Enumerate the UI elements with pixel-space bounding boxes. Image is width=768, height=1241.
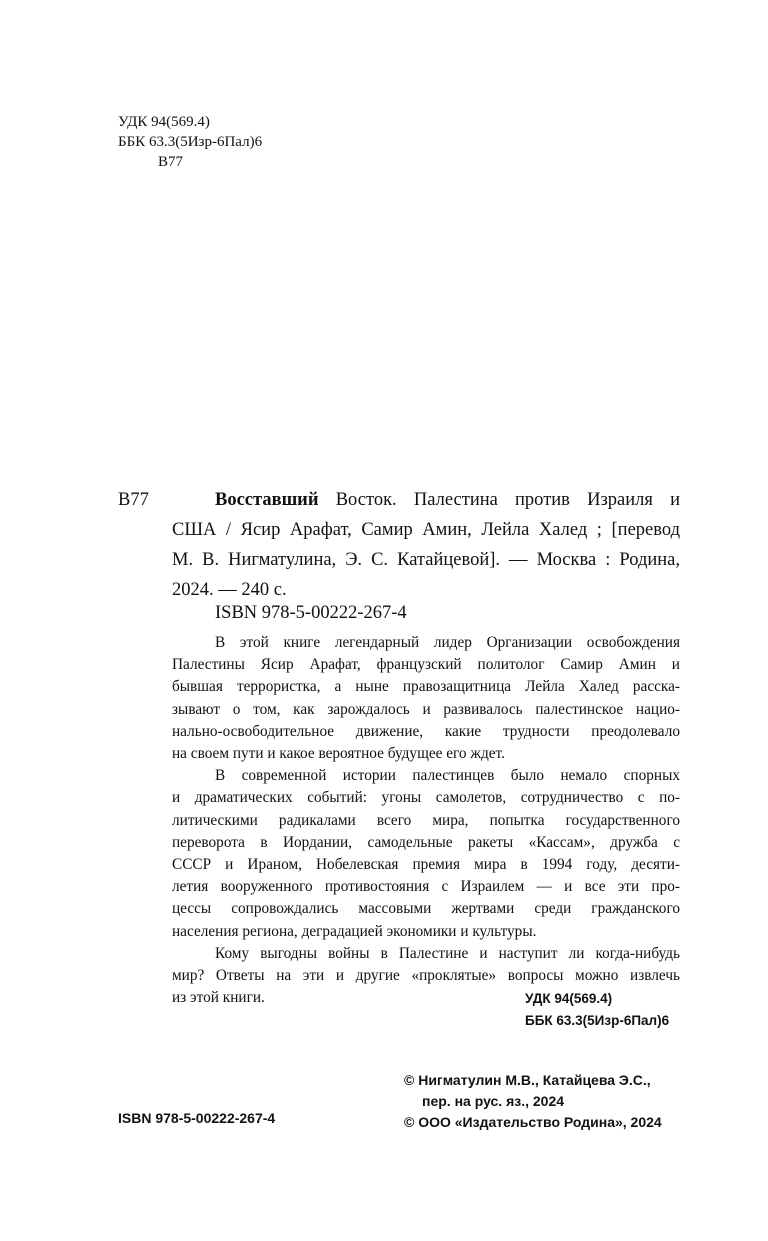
top-classification-codes xyxy=(118,112,262,172)
annotation-line: литическими радикалами всего мира, попытка государственного xyxy=(172,811,680,829)
annotation-line: цессы сопровождались массовыми жертвами среди гражданского xyxy=(172,900,680,918)
annotation-line: населения региона, деградацией экономики и культуры. xyxy=(172,922,537,940)
book-title: Восставший xyxy=(215,490,319,510)
annotation-line: и драматических событий: угоны самолетов, сотрудничество с по- xyxy=(172,789,680,807)
annotation-line: Палестины Ясир Арафат, французский политолог Самир Амин и xyxy=(172,656,680,674)
entry-isbn: ISBN 978-5-00222-267-4 xyxy=(215,603,407,623)
bbk-code: ББК 63.3(5Изр-6Пал)6 xyxy=(118,134,263,150)
entry-author-mark: В77 xyxy=(118,490,149,510)
annotation-line: летия вооруженного противостояния с Израилем — и все эти про- xyxy=(172,878,680,896)
copyright-translation-note: пер. на рус. яз., 2024 xyxy=(422,1093,565,1109)
annotation-line: СССР и Ираном, Нобелевская премия мира в 1994 году, десяти- xyxy=(172,856,680,874)
annotation-line: бывшая террористка, а ныне правозащитница Лейла Халед расска- xyxy=(172,678,680,696)
annotation-line: на своем пути и какое вероятное будущее его ждет. xyxy=(172,745,505,763)
annotation xyxy=(172,632,680,1009)
bottom-udk-code: УДК 94(569.4) xyxy=(525,991,613,1006)
copyright-block xyxy=(404,1070,662,1133)
entry-line-1-rest: Восток. Палестина против Израиля и xyxy=(318,490,680,510)
bottom-classification-codes xyxy=(525,988,669,1032)
bottom-bbk-code: ББК 63.3(5Изр-6Пал)6 xyxy=(525,1013,670,1028)
udk-code: УДК 94(569.4) xyxy=(118,114,210,130)
entry-line-4: 2024. — 240 с. xyxy=(172,580,287,600)
annotation-line: нально-освободительное движение, какие трудности преодолевало xyxy=(172,722,680,740)
author-mark: В77 xyxy=(158,154,184,170)
annotation-line: Кому выгодны войны в Палестине и наступит ли когда-нибудь xyxy=(215,944,680,962)
bottom-isbn: ISBN 978-5-00222-267-4 xyxy=(118,1110,276,1126)
entry-line-1 xyxy=(172,485,680,515)
entry-line-3: М. В. Нигматулина, Э. С. Катайцевой]. — Москва : Родина, xyxy=(172,550,680,570)
annotation-line: мир? Ответы на эти и другие «проклятые» вопросы можно извлечь xyxy=(172,967,680,985)
annotation-line: переворота в Иордании, самодельные ракеты «Кассам», дружба с xyxy=(172,833,680,851)
copyright-translators: © Нигматулин М.В., Катайцева Э.С., xyxy=(404,1072,651,1088)
copyright-publisher: © ООО «Издательство Родина», 2024 xyxy=(404,1114,662,1130)
annotation-line: из этой книги. xyxy=(172,989,265,1007)
annotation-line: В современной истории палестинцев было немало спорных xyxy=(215,767,680,785)
annotation-line: В этой книге легендарный лидер Организации освобождения xyxy=(215,634,680,651)
annotation-line: зывают о том, как зарождалось и развивалось палестинское нацио- xyxy=(172,700,680,718)
entry-description xyxy=(172,485,680,605)
entry-line-2: США / Ясир Арафат, Самир Амин, Лейла Халед ; [перевод xyxy=(172,520,680,540)
